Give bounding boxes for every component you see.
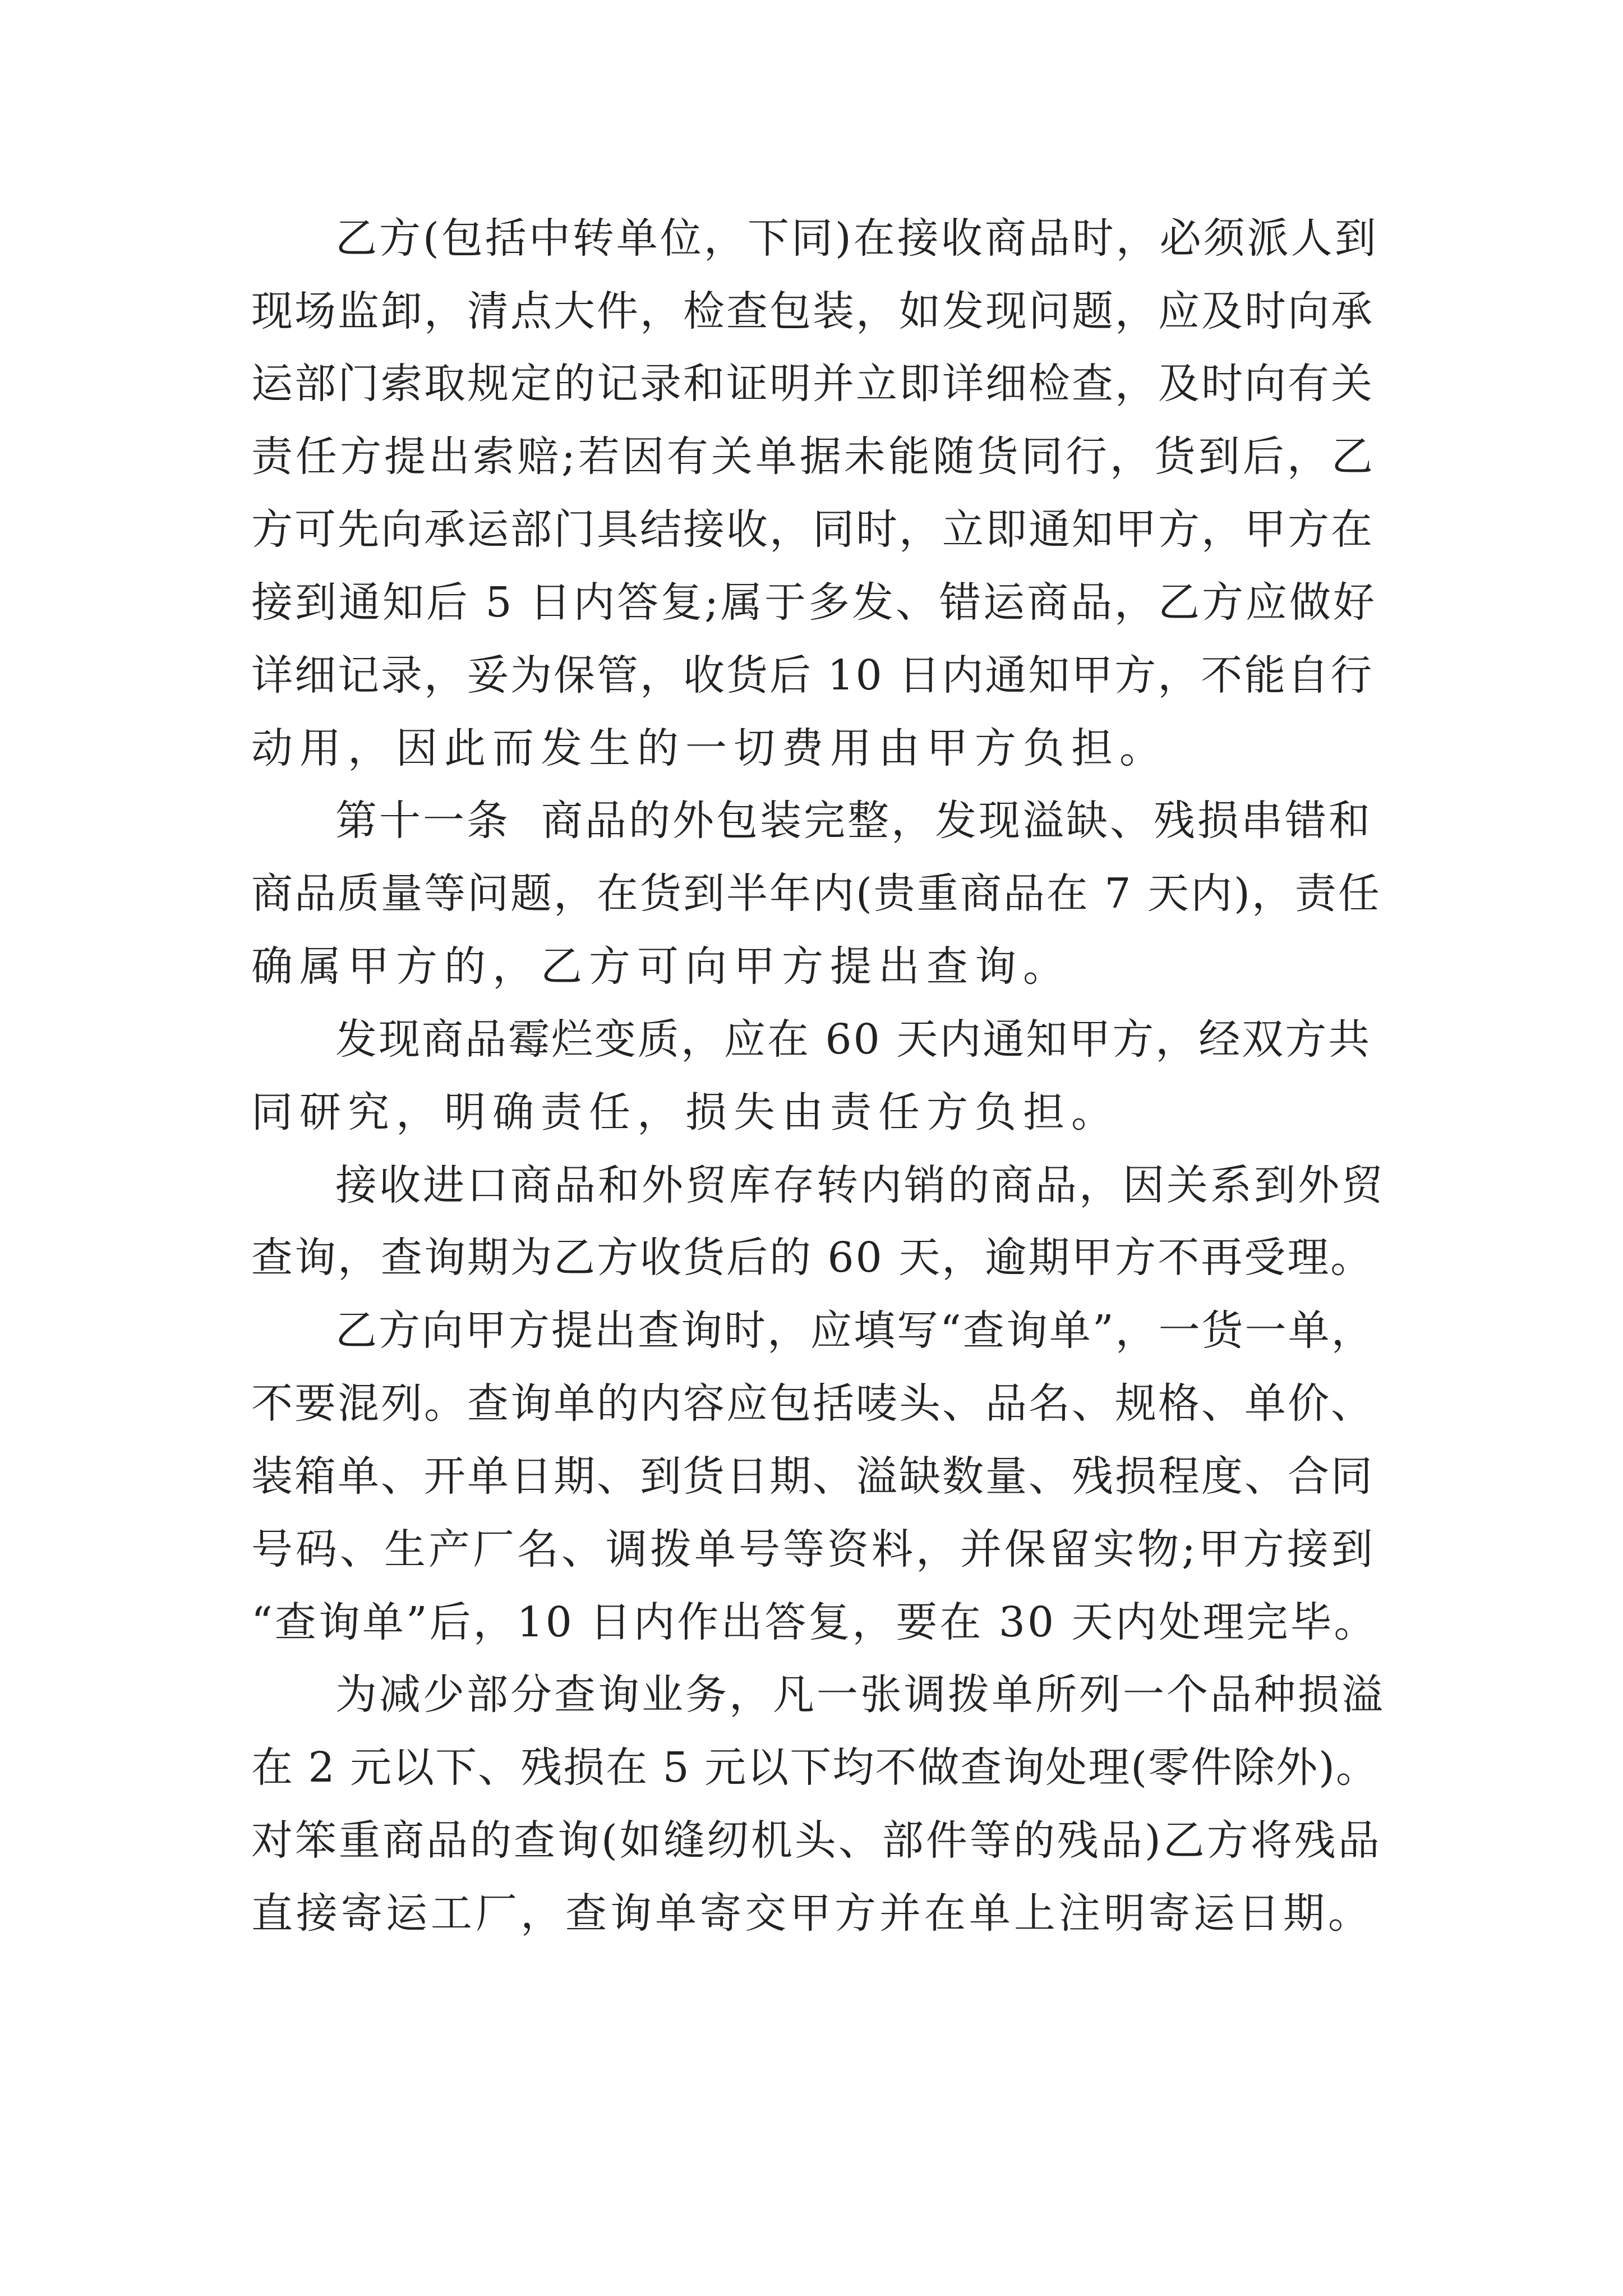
text-line: 不要混列。查询单的内容应包括唛头、品名、规格、单价、 xyxy=(251,1379,1374,1428)
text-line: 运部门索取规定的记录和证明并立即详细检查，及时向有关 xyxy=(251,360,1374,408)
text-line: 确属甲方的，乙方可向甲方提出查询。 xyxy=(251,942,1071,991)
text-line: 方可先向承运部门具结接收，同时，立即通知甲方，甲方在 xyxy=(251,505,1374,554)
text-line: 商品质量等问题，在货到半年内(贵重商品在 7 天内)，责任 xyxy=(251,869,1381,918)
text-line: 直接寄运工厂，查询单寄交甲方并在单上注明寄运日期。 xyxy=(251,1889,1373,1938)
text-line: 第十一条 商品的外包装完整，发现溢缺、残损串错和 xyxy=(335,797,1373,845)
text-line: 查询，查询期为乙方收货后的 60 天，逾期甲方不再受理。 xyxy=(251,1234,1374,1282)
text-line: 接到通知后 5 日内答复;属于多发、错运商品，乙方应做好 xyxy=(251,578,1377,627)
text-line: 发现商品霉烂变质，应在 60 天内通知甲方，经双方共 xyxy=(335,1015,1372,1064)
text-line: 同研究，明确责任，损失由责任方负担。 xyxy=(251,1088,1119,1137)
text-line: 为减少部分查询业务，凡一张调拨单所列一个品种损溢 xyxy=(335,1671,1385,1719)
text-line: 现场监卸，清点大件，检查包装，如发现问题，应及时向承 xyxy=(251,287,1374,335)
text-line: 装箱单、开单日期、到货日期、溢缺数量、残损程度、合同 xyxy=(251,1452,1374,1501)
text-line: 详细记录，妥为保管，收货后 10 日内通知甲方，不能自行 xyxy=(251,651,1374,700)
text-line: 接收进口商品和外贸库存转内销的商品，因关系到外贸 xyxy=(335,1161,1385,1209)
text-line: 乙方(包括中转单位，下同)在接收商品时，必须派人到 xyxy=(335,214,1378,263)
text-line: 号码、生产厂名、调拨单号等资料，并保留实物;甲方接到 xyxy=(251,1525,1376,1573)
text-line: 动用，因此而发生的一切费用由甲方负担。 xyxy=(251,724,1168,772)
text-line: 对笨重商品的查询(如缝纫机头、部件等的残品)乙方将残品 xyxy=(251,1816,1382,1865)
text-line: 在 2 元以下、残损在 5 元以下均不做查询处理(零件除外)。 xyxy=(251,1743,1378,1792)
text-line: 责任方提出索赔;若因有关单据未能随货同行，货到后，乙 xyxy=(251,432,1376,481)
text-line: 乙方向甲方提出查询时，应填写“查询单”，一货一单， xyxy=(335,1306,1375,1355)
text-line: “查询单”后，10 日内作出答复，要在 30 天内处理完毕。 xyxy=(251,1598,1378,1646)
